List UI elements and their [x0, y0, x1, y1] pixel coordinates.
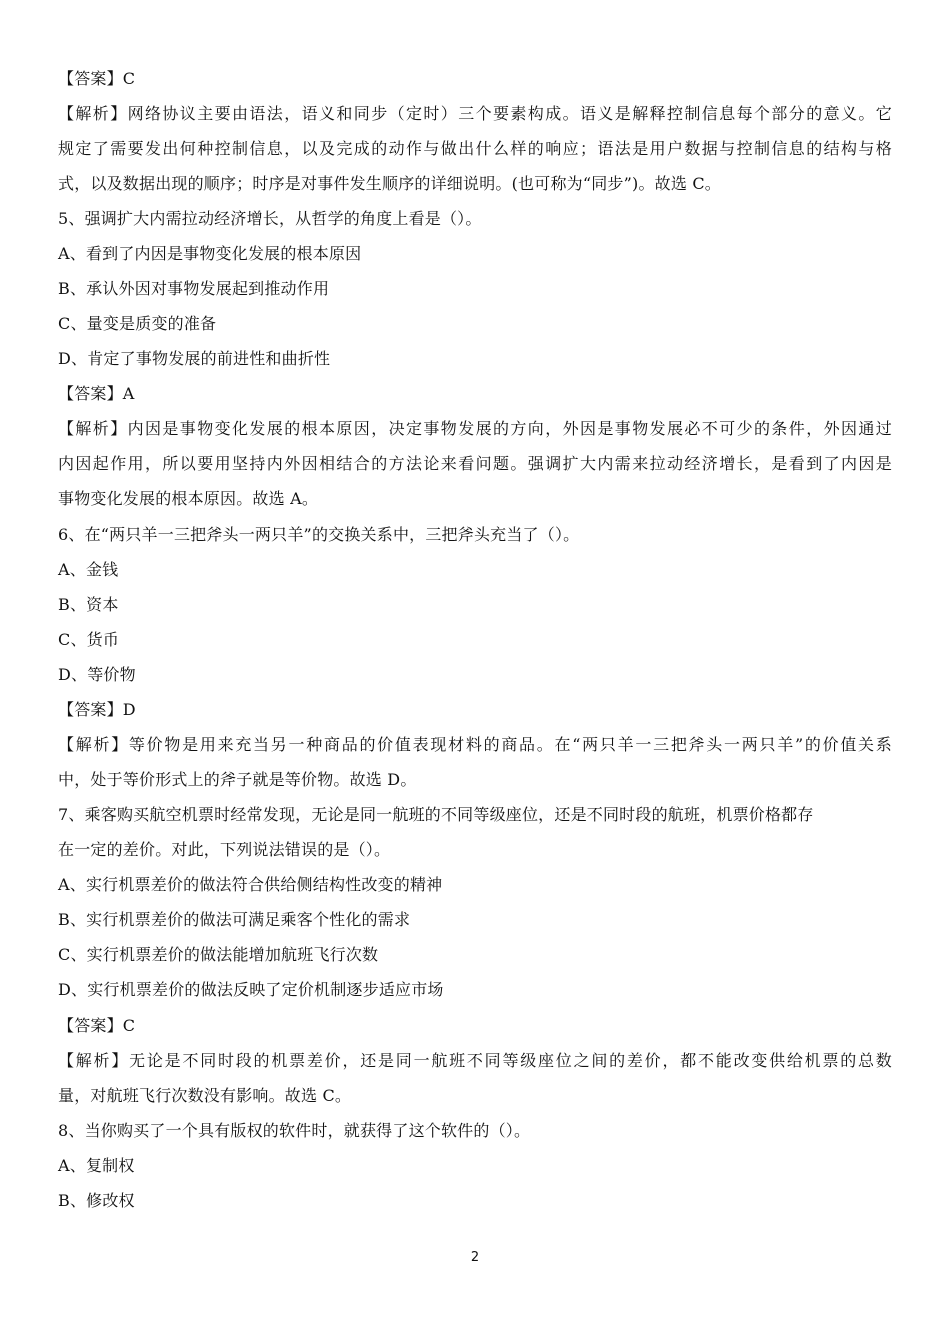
answer-label: 【答案】C — [58, 69, 136, 88]
option-b: B、承认外因对事物发展起到推动作用 — [58, 279, 330, 298]
option-d: D、等价物 — [58, 665, 136, 684]
page-number: 2 — [470, 1250, 480, 1265]
option-a: A、实行机票差价的做法符合供给侧结构性改变的精神 — [58, 875, 443, 894]
explanation-text: 【解析】网络协议主要由语法，语义和同步（定时）三个要素构成。语义是解释控制信息每个部分的意义。它 — [58, 104, 892, 123]
question-5: 5、强调扩大内需拉动经济增长，从哲学的角度上看是（）。 — [58, 209, 482, 228]
option-b: B、修改权 — [58, 1191, 135, 1210]
explanation-text: 中，处于等价形式上的斧子就是等价物。故选 D。 — [58, 770, 417, 789]
option-b: B、资本 — [58, 595, 119, 614]
explanation-text: 【解析】内因是事物变化发展的根本原因，决定事物发展的方向，外因是事物发展必不可少的条件，外因通过 — [58, 419, 892, 438]
explanation-text: 【解析】等价物是用来充当另一种商品的价值表现材料的商品。在“两只羊一三把斧头一两只羊”的价值关系 — [58, 735, 892, 754]
option-c: C、实行机票差价的做法能增加航班飞行次数 — [58, 945, 379, 964]
answer-label: 【答案】D — [58, 700, 136, 719]
option-a: A、看到了内因是事物变化发展的根本原因 — [58, 244, 362, 263]
option-d: D、实行机票差价的做法反映了定价机制逐步适应市场 — [58, 980, 444, 999]
explanation-text: 事物变化发展的根本原因。故选 A。 — [58, 489, 319, 508]
explanation-text: 【解析】无论是不同时段的机票差价，还是同一航班不同等级座位之间的差价，都不能改变供给机票的总数 — [58, 1051, 892, 1070]
option-a: A、金钱 — [58, 560, 119, 579]
explanation-text: 式，以及数据出现的顺序；时序是对事件发生顺序的详细说明。(也可称为“同步”)。故选 C。 — [58, 174, 721, 193]
explanation-text: 量，对航班飞行次数没有影响。故选 C。 — [58, 1086, 352, 1105]
question-7: 在一定的差价。对此，下列说法错误的是（）。 — [58, 840, 391, 859]
option-a: A、复制权 — [58, 1156, 135, 1175]
explanation-text: 内因起作用，所以要用坚持内外因相结合的方法论来看问题。强调扩大内需来拉动经济增长，是看到了内因是 — [58, 454, 892, 473]
question-6: 6、在“两只羊一三把斧头一两只羊”的交换关系中，三把斧头充当了（）。 — [58, 525, 580, 544]
option-b: B、实行机票差价的做法可满足乘客个性化的需求 — [58, 910, 411, 929]
explanation-text: 规定了需要发出何种控制信息，以及完成的动作与做出什么样的响应；语法是用户数据与控制信息的结构与格 — [58, 139, 892, 158]
option-c: C、量变是质变的准备 — [58, 314, 217, 333]
option-d: D、肯定了事物发展的前进性和曲折性 — [58, 349, 331, 368]
question-7: 7、乘客购买航空机票时经常发现，无论是同一航班的不同等级座位，还是不同时段的航班，机票价格都存 — [58, 805, 814, 824]
option-c: C、货币 — [58, 630, 120, 649]
answer-label: 【答案】A — [58, 384, 135, 403]
question-8: 8、当你购买了一个具有版权的软件时，就获得了这个软件的（）。 — [58, 1121, 531, 1140]
answer-label: 【答案】C — [58, 1016, 136, 1035]
